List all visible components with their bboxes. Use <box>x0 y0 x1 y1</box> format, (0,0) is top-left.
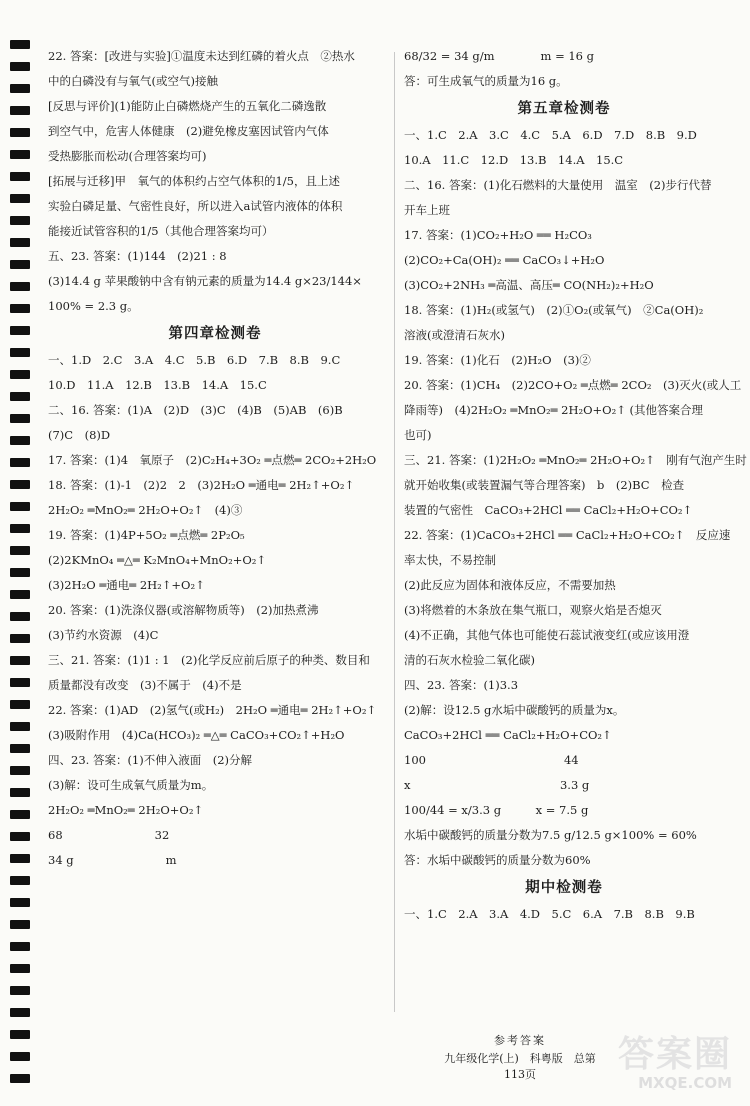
answer-line: 装置的气密性 CaCO₃+2HCl ══ CaCl₂+H₂O+CO₂↑ <box>404 503 693 517</box>
binding-hole <box>10 920 30 929</box>
footer-info: 九年级化学(上) 科粤版 总第113页 <box>444 1052 596 1081</box>
binding-hole <box>10 392 30 401</box>
page-footer <box>440 1032 600 1082</box>
answer-line: 就开始收集(或装置漏气等合理答案) b (2)BC 检查 <box>404 478 685 492</box>
binding-hole <box>10 326 30 335</box>
binding-hole <box>10 216 30 225</box>
binding-hole <box>10 172 30 181</box>
answer-line: 能接近试管容积的1/5（其他合理答案均可） <box>48 224 274 238</box>
answer-line: (4)不正确，其他气体也可能使石蕊试液变红(或应该用澄 <box>404 628 690 642</box>
binding-hole <box>10 62 30 71</box>
binding-hole <box>10 106 30 115</box>
answer-line: 质量都没有改变 (3)不属于 (4)不是 <box>48 678 242 692</box>
answer-line: (3)CO₂+2NH₃ ═高温、高压═ CO(NH₂)₂+H₂O <box>404 278 654 292</box>
answer-line: (2)此反应为固体和液体反应，不需要加热 <box>404 578 616 592</box>
binding-hole <box>10 194 30 203</box>
binding-hole <box>10 1008 30 1017</box>
binding-hole <box>10 150 30 159</box>
answer-line: 100% = 2.3 g。 <box>48 299 139 313</box>
binding-hole <box>10 524 30 533</box>
binding-hole <box>10 590 30 599</box>
binding-hole <box>10 128 30 137</box>
binding-hole <box>10 810 30 819</box>
answer-line: (3)节约水资源 (4)C <box>48 628 159 642</box>
binding-hole <box>10 480 30 489</box>
binding-hole <box>10 282 30 291</box>
answer-line: [反思与评价](1)能防止白磷燃烧产生的五氧化二磷逸散 <box>48 99 327 113</box>
binding-hole <box>10 1052 30 1061</box>
binding-hole <box>10 788 30 797</box>
answer-line: 19. 答案：(1)4P+5O₂ ═点燃═ 2P₂O₅ <box>48 528 245 542</box>
answer-line: 2H₂O₂ ═MnO₂═ 2H₂O+O₂↑ <box>48 803 204 817</box>
answer-line: 降雨等) (4)2H₂O₂ ═MnO₂═ 2H₂O+O₂↑ (其他答案合理 <box>404 403 703 417</box>
answer-line: (3)2H₂O ═通电═ 2H₂↑+O₂↑ <box>48 578 205 592</box>
watermark-logo: 答案圈 <box>617 1034 732 1075</box>
answer-line: 一、1.C 2.A 3.A 4.D 5.C 6.A 7.B 8.B 9.B <box>404 907 695 921</box>
binding-hole <box>10 766 30 775</box>
section-heading: 期中检测卷 <box>525 880 603 896</box>
answer-line: 答：可生成氧气的质量为16 g。 <box>404 74 568 88</box>
binding-hole <box>10 370 30 379</box>
watermark-url: MXQE.COM <box>638 1074 732 1092</box>
binding-hole <box>10 964 30 973</box>
binding-hole <box>10 678 30 687</box>
answer-line: 到空气中，危害人体健康 (2)避免橡皮塞因试管内气体 <box>48 124 329 138</box>
answer-line: 17. 答案：(1)4 氧原子 (2)C₂H₄+3O₂ ═点燃═ 2CO₂+2H₂O <box>48 453 377 467</box>
binding-hole <box>10 546 30 555</box>
answer-line: 一、1.C 2.A 3.C 4.C 5.A 6.D 7.D 8.B 9.D <box>404 128 697 142</box>
binding-hole <box>10 40 30 49</box>
answer-line: 也可) <box>404 428 432 442</box>
binding-hole <box>10 568 30 577</box>
answer-line: 10.D 11.A 12.B 13.B 14.A 15.C <box>48 378 267 392</box>
watermark <box>582 1036 732 1092</box>
binding-hole <box>10 876 30 885</box>
answer-line: 22. 答案：(1)CaCO₃+2HCl ══ CaCl₂+H₂O+CO₂↑ 反应速 <box>404 528 731 542</box>
answer-line: 开车上班 <box>404 203 450 217</box>
binding-hole <box>10 854 30 863</box>
answer-line: 三、21. 答案：(1)1 : 1 (2)化学反应前后原子的种类、数目和 <box>48 653 370 667</box>
binding-hole <box>10 1030 30 1039</box>
answer-line: 实验白磷足量、气密性良好，所以进入a试管内液体的体积 <box>48 199 343 213</box>
answer-line: [拓展与迁移]甲 氧气的体积约占空气体积的1/5，且上述 <box>48 174 340 188</box>
binding-hole <box>10 502 30 511</box>
answer-line: 18. 答案：(1)-1 (2)2 2 (3)2H₂O ═通电═ 2H₂↑+O₂↑ <box>48 478 355 492</box>
answer-line: 18. 答案：(1)H₂(或氢气) (2)①O₂(或氧气) ②Ca(OH)₂ <box>404 303 704 317</box>
binding-hole <box>10 1074 30 1083</box>
binding-hole <box>10 634 30 643</box>
answer-line: 68 32 <box>48 828 170 842</box>
binding-hole <box>10 612 30 621</box>
answer-line: 答：水垢中碳酸钙的质量分数为60% <box>404 853 591 867</box>
answer-line: (3)解：设可生成氧气质量为m。 <box>48 778 214 792</box>
binding-hole <box>10 458 30 467</box>
answer-line: 溶液(或澄清石灰水) <box>404 328 505 342</box>
answer-line: 率太快，不易控制 <box>404 553 496 567</box>
answer-line: CaCO₃+2HCl ══ CaCl₂+H₂O+CO₂↑ <box>404 728 612 742</box>
answer-line: x 3.3 g <box>404 778 590 792</box>
answer-line: 受热膨胀而松动(合理答案均可) <box>48 149 207 163</box>
answer-line: 三、21. 答案：(1)2H₂O₂ ═MnO₂═ 2H₂O+O₂↑ 刚有气泡产生时 <box>404 453 747 467</box>
answer-line: 17. 答案：(1)CO₂+H₂O ══ H₂CO₃ <box>404 228 592 242</box>
section-heading: 第四章检测卷 <box>168 326 262 342</box>
column-divider <box>394 52 395 1012</box>
answer-line: 19. 答案：(1)化石 (2)H₂O (3)② <box>404 353 591 367</box>
answer-line: (2)解：设12.5 g水垢中碳酸钙的质量为x。 <box>404 703 625 717</box>
answer-line: 20. 答案：(1)洗涤仪器(或溶解物质等) (2)加热煮沸 <box>48 603 319 617</box>
answer-line: 2H₂O₂ ═MnO₂═ 2H₂O+O₂↑ (4)③ <box>48 503 243 517</box>
answer-line: 68/32 = 34 g/m m = 16 g <box>404 49 595 63</box>
answer-line: 100 44 <box>404 753 579 767</box>
answer-line: 二、16. 答案：(1)A (2)D (3)C (4)B (5)AB (6)B <box>48 403 343 417</box>
answer-line: (7)C (8)D <box>48 428 111 442</box>
answer-line: 一、1.D 2.C 3.A 4.C 5.B 6.D 7.B 8.B 9.C <box>48 353 341 367</box>
answer-line: 四、23. 答案：(1)不伸入液面 (2)分解 <box>48 753 253 767</box>
answer-line: 20. 答案：(1)CH₄ (2)2CO+O₂ ═点燃═ 2CO₂ (3)灭火(或人工 <box>404 378 742 392</box>
answer-line: (3)将燃着的木条放在集气瓶口，观察火焰是否熄灭 <box>404 603 662 617</box>
footer-ref: 参考答案 <box>494 1034 546 1047</box>
binding-hole <box>10 700 30 709</box>
answer-line: 五、23. 答案：(1)144 (2)21 : 8 <box>48 249 227 263</box>
answer-line: (2)CO₂+Ca(OH)₂ ══ CaCO₃↓+H₂O <box>404 253 605 267</box>
answer-line: 22. 答案：(1)AD (2)氢气(或H₂) 2H₂O ═通电═ 2H₂↑+O₂↑ <box>48 703 377 717</box>
binding-hole <box>10 436 30 445</box>
section-heading: 第五章检测卷 <box>517 101 611 117</box>
answer-line: 清的石灰水检验二氧化碳) <box>404 653 535 667</box>
binding-hole <box>10 656 30 665</box>
answer-line: 10.A 11.C 12.D 13.B 14.A 15.C <box>404 153 624 167</box>
left-column <box>48 48 382 877</box>
binding-hole <box>10 986 30 995</box>
answer-line: 100/44 = x/3.3 g x = 7.5 g <box>404 803 589 817</box>
answer-line: 四、23. 答案：(1)3.3 <box>404 678 519 692</box>
answer-line: 二、16. 答案：(1)化石燃料的大量使用 温室 (2)步行代替 <box>404 178 712 192</box>
answer-line: (2)2KMnO₄ ═△═ K₂MnO₄+MnO₂+O₂↑ <box>48 553 267 567</box>
binding-hole <box>10 832 30 841</box>
right-column <box>404 48 747 931</box>
answer-line: (3)吸附作用 (4)Ca(HCO₃)₂ ═△═ CaCO₃+CO₂↑+H₂O <box>48 728 345 742</box>
answer-line: 中的白磷没有与氧气(或空气)接触 <box>48 74 218 88</box>
binding-hole <box>10 84 30 93</box>
answer-line: 22. 答案：[改进与实验]①温度未达到红磷的着火点 ②热水 <box>48 49 355 63</box>
binding-hole <box>10 898 30 907</box>
binding-hole <box>10 744 30 753</box>
answer-line: 水垢中碳酸钙的质量分数为7.5 g/12.5 g×100% = 60% <box>404 828 697 842</box>
binding-holes <box>10 40 32 1100</box>
binding-hole <box>10 238 30 247</box>
binding-hole <box>10 414 30 423</box>
binding-hole <box>10 942 30 951</box>
binding-hole <box>10 348 30 357</box>
binding-hole <box>10 304 30 313</box>
binding-hole <box>10 722 30 731</box>
answer-line: 34 g m <box>48 853 177 867</box>
answer-line: (3)14.4 g 苹果酸钠中含有钠元素的质量为14.4 g×23/144× <box>48 274 362 288</box>
binding-hole <box>10 260 30 269</box>
